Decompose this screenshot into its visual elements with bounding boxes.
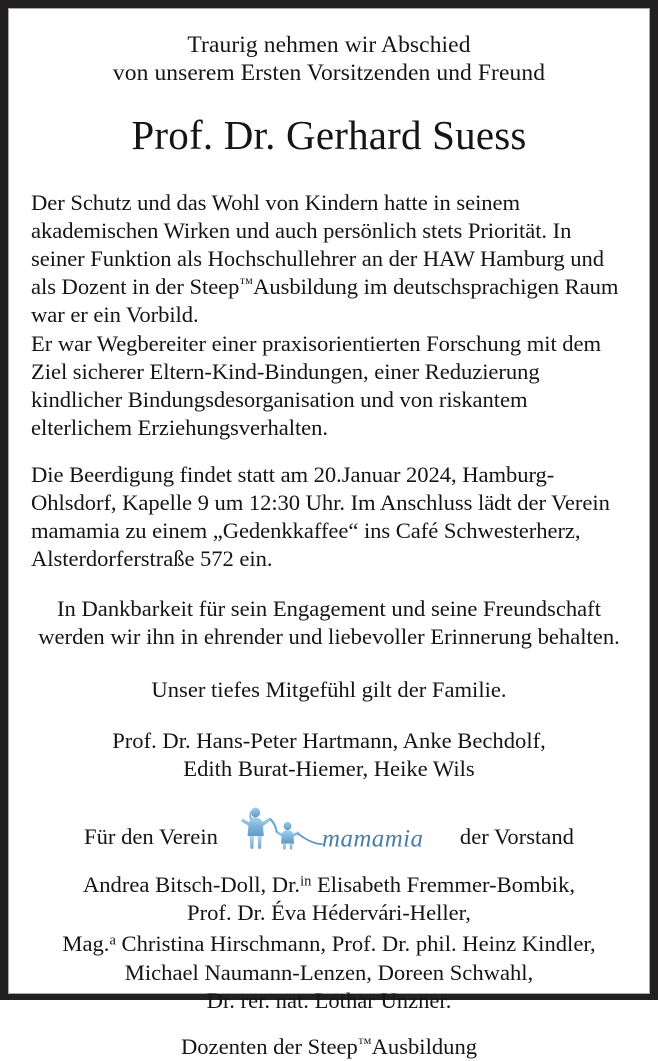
notice-inner-frame <box>8 8 650 1059</box>
signers-line-2: Edith Burat-Hiemer, Heike Wils <box>183 756 475 782</box>
board-line-1-part-b: Elisabeth Fremmer-Bombik, <box>311 872 576 898</box>
logo-wordmark: mamamia <box>321 825 424 852</box>
trademark-symbol-footer: ™ <box>357 1036 372 1052</box>
dozenten-part-a: Dozenten der Steep <box>180 1033 358 1059</box>
salutation-line-2: von unserem Ersten Vorsitzenden und Freund <box>112 60 546 87</box>
verein-suffix: der Vorstand <box>459 823 574 849</box>
paragraph-career-part-b: Ausbildung im deutschsprachigen Raum war er ein Vorbild. <box>31 274 619 328</box>
paragraph-career-part-a: Der Schutz und das Wohl von Kindern hatte in seinem akademischen Wirken und auch persönlich stets Priorität. In seiner Funktion als Hochschullehrer an der HAW Hamburg und als Dozent in der Steep <box>31 189 604 300</box>
board-line-3-part-b: Christina Hirschmann, Prof. Dr. phil. Heinz Kindler, <box>115 931 596 957</box>
logo-linking-arm <box>271 819 277 831</box>
salutation-line-1: Traurig nehmen wir Abschied <box>187 32 471 58</box>
board-members-list <box>31 871 627 927</box>
board-line-3-part-a: Mag. <box>62 931 110 957</box>
paragraph-career <box>31 189 627 330</box>
trademark-symbol: ™ <box>239 276 254 292</box>
board-line-2: Prof. Dr. Éva Hédervári-Heller, <box>187 900 471 926</box>
gratitude-text: In Dankbarkeit für sein Engagement und seine Freundschaft werden wir ihn in ehrender und liebevoller Erinnerung behalten. <box>38 595 620 649</box>
paragraph-research: Er war Wegbereiter einer praxisorientierten Forschung mit dem Ziel sicherer Eltern-Kind-Bindungen, einer Reduzierung kindlicher Bindungsdesorganisation und von riskantem elterlichem Erziehungsverhalten. <box>31 330 602 440</box>
logo-flowing-line <box>298 834 322 844</box>
board-line-1 <box>31 871 627 899</box>
paragraph-funeral-details: Die Beerdigung findet statt am 20.Januar 2024, Hamburg-Ohlsdorf, Kapelle 9 um 12:30 Uhr. Im Anschluss lädt der Verein mamamia zu einem „Gedenkkaffee“ ins Café Schwesterherz, Alsterdorferstraße 572 ein. <box>31 462 610 572</box>
signers-list <box>31 727 627 783</box>
mamamia-logo <box>230 805 448 851</box>
feminine-suffix-in: in <box>300 873 312 890</box>
board-line-5: Dr. rer. nat. Lothar Unzner. <box>206 987 452 1013</box>
deceased-name: Prof. Dr. Gerhard Suess <box>131 111 527 158</box>
board-line-3 <box>31 930 627 958</box>
dozenten-line <box>31 1033 627 1061</box>
dozenten-part-b: Ausbildung <box>371 1033 478 1059</box>
sympathy-text: Unser tiefes Mitgefühl gilt der Familie. <box>151 676 507 702</box>
board-line-4: Michael Naumann-Lenzen, Doreen Schwahl, <box>124 959 534 985</box>
verein-line <box>31 805 627 851</box>
verein-prefix: Für den Verein <box>84 823 218 849</box>
salutation <box>31 31 627 88</box>
body-text <box>31 189 627 574</box>
signers-line-1: Prof. Dr. Hans-Peter Hartmann, Anke Bechdolf, <box>112 727 546 753</box>
logo-mother-figure <box>241 808 272 849</box>
board-members-list-continued <box>31 930 627 1014</box>
board-line-1-part-a: Andrea Bitsch-Doll, Dr. <box>82 872 301 898</box>
feminine-suffix-a: a <box>109 932 116 949</box>
logo-child-figure <box>276 822 300 850</box>
